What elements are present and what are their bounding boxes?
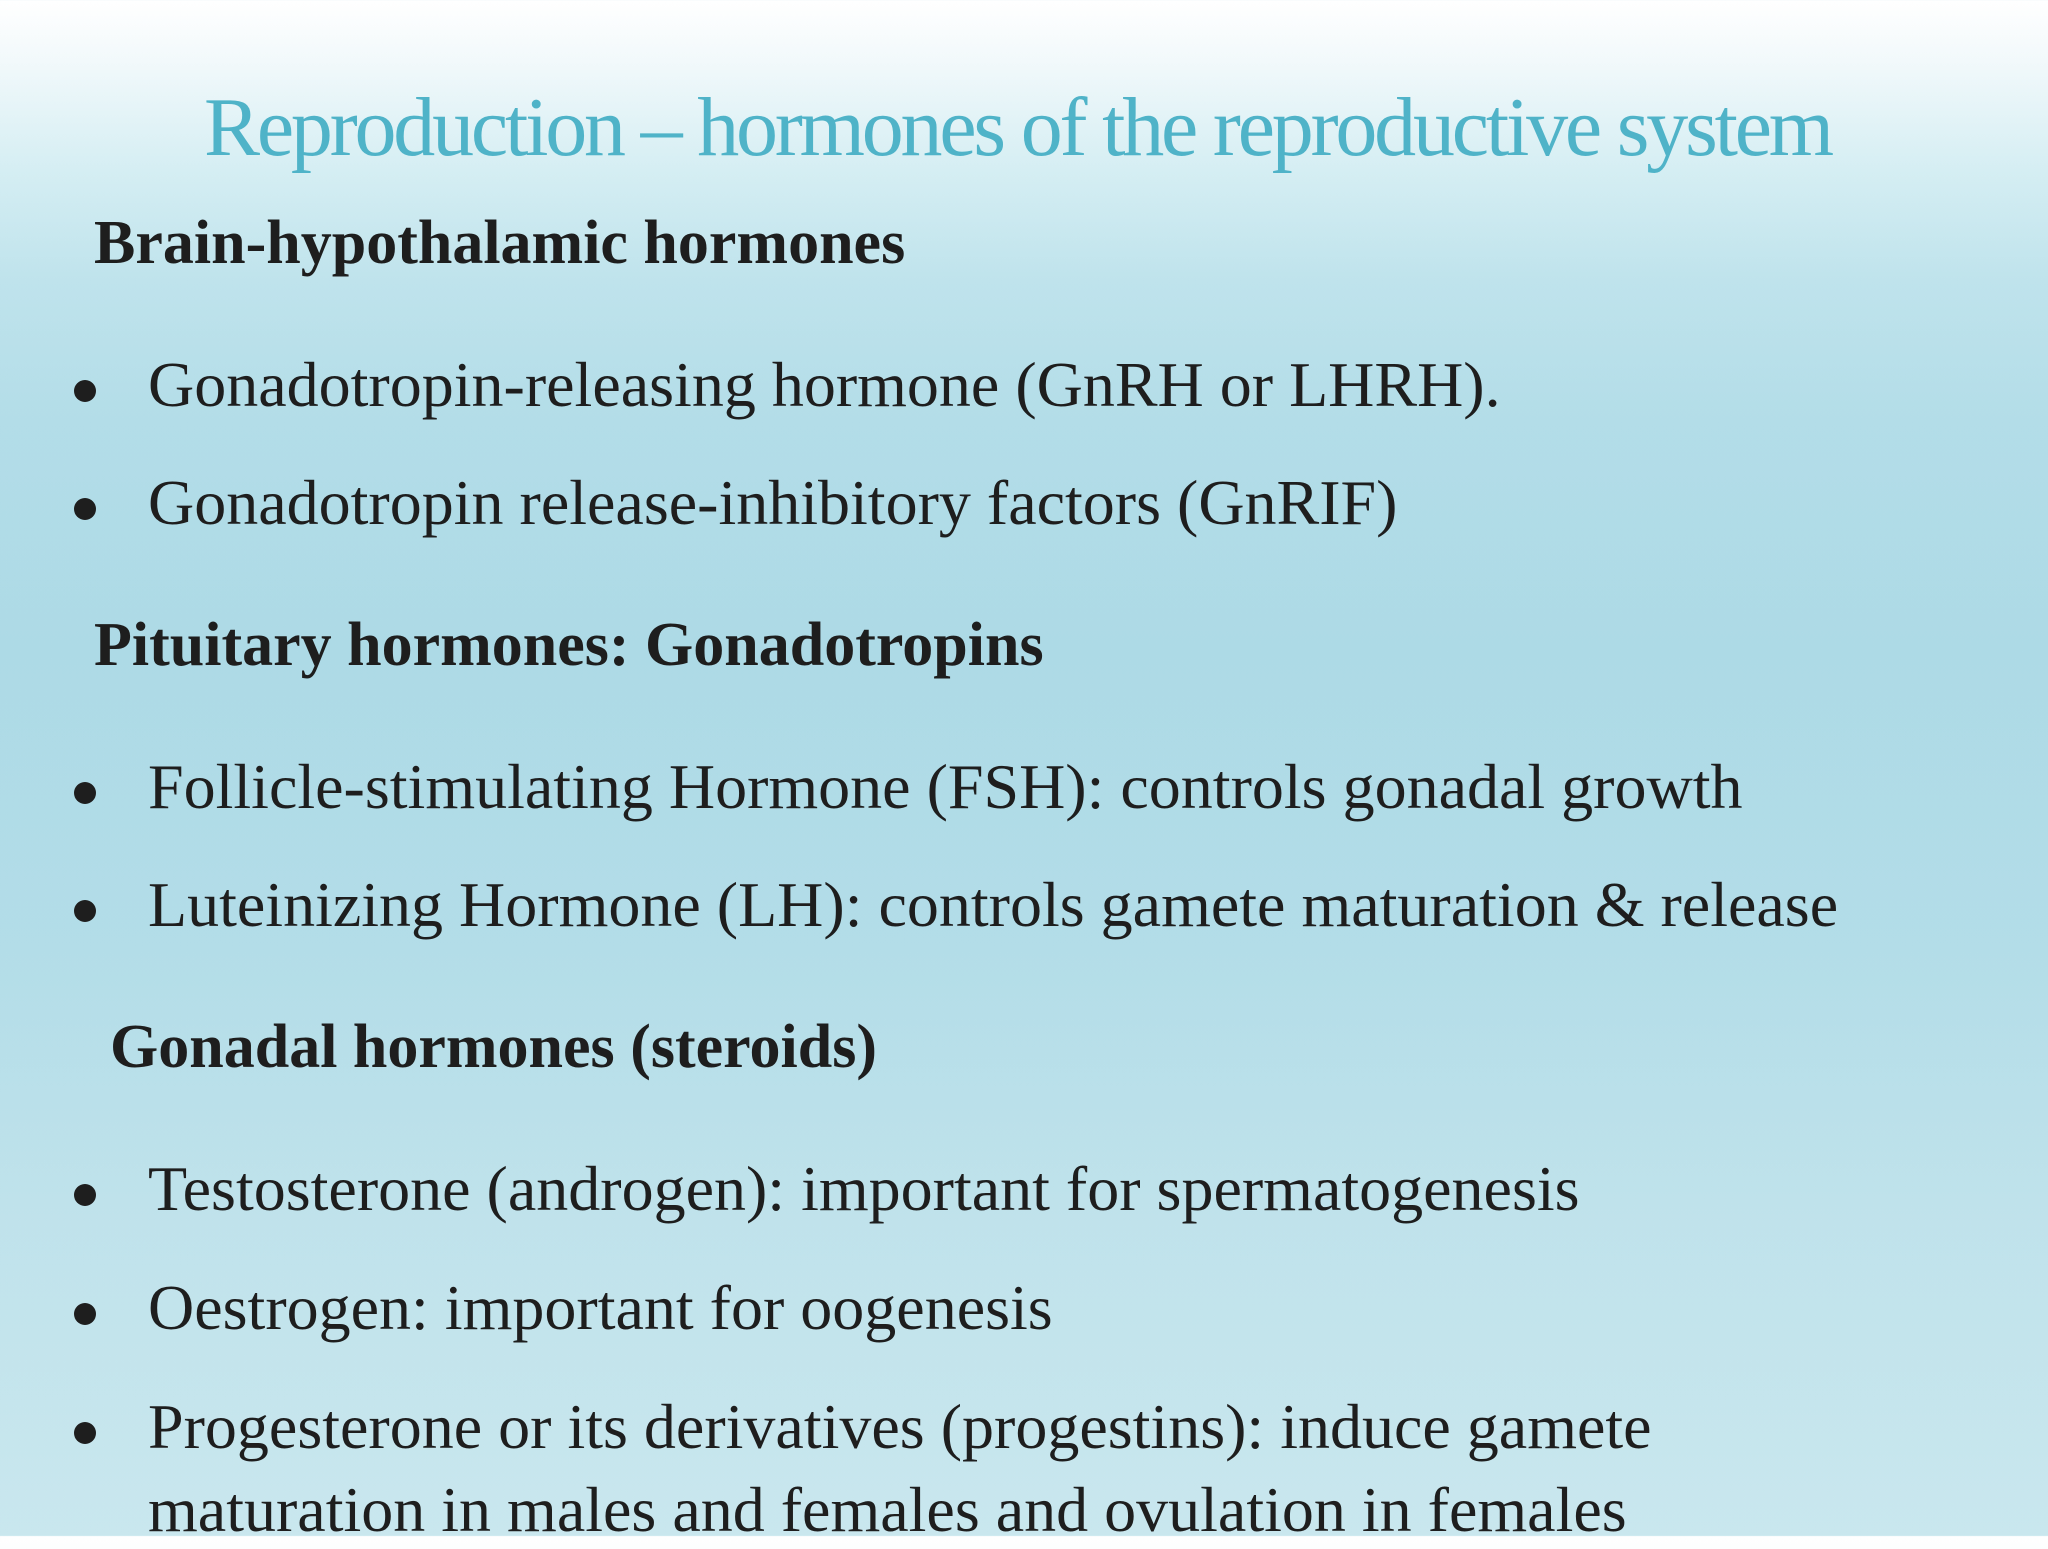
- list-item-text: Follicle-stimulating Hormone (FSH): controls gonadal growth: [148, 751, 1743, 822]
- bullet-icon: [74, 498, 96, 520]
- list-item-text: Gonadotropin-releasing hormone (GnRH or LHRH).: [148, 349, 1501, 420]
- list-item-text: Testosterone (androgen): important for spermatogenesis: [148, 1153, 1580, 1224]
- bullet-icon: [74, 1184, 96, 1206]
- bullet-icon: [74, 1422, 96, 1444]
- section-heading-gonadal: Gonadal hormones (steroids): [110, 1013, 878, 1081]
- section-heading-pituitary: Pituitary hormones: Gonadotropins: [94, 611, 1044, 679]
- list-item-text: Gonadotropin release-inhibitory factors (GnRIF): [148, 467, 1398, 538]
- list-item-text: Luteinizing Hormone (LH): controls gamete maturation & release: [148, 869, 1839, 940]
- list-item-text: Oestrogen: important for oogenesis: [148, 1272, 1053, 1343]
- list-item-text-line-1: Progesterone or its derivatives (progestins): induce gamete: [148, 1391, 1652, 1462]
- bullet-icon: [74, 1303, 96, 1325]
- bullet-icon: [74, 900, 96, 922]
- slide-title: Reproduction – hormones of the reproductive system: [204, 81, 1831, 174]
- bullet-icon: [74, 380, 96, 402]
- list-item-text-line-2: maturation in males and females and ovulation in females: [148, 1474, 1627, 1545]
- bullet-icon: [74, 782, 96, 804]
- section-heading-brain-hypothalamic: Brain-hypothalamic hormones: [94, 209, 906, 277]
